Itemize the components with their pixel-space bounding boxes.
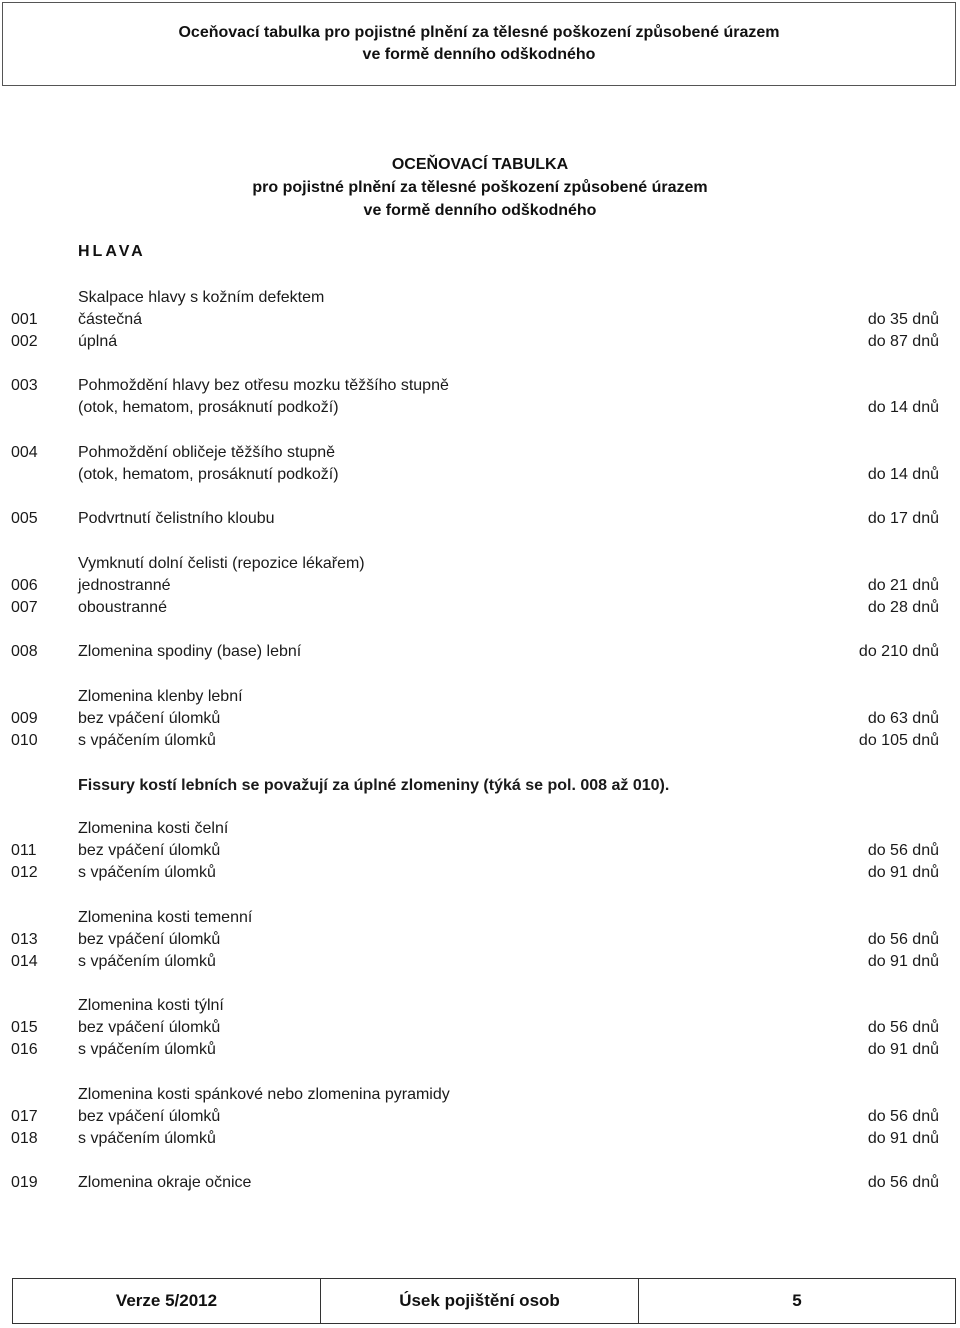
item-description: Pohmoždění obličeje těžšího stupně xyxy=(78,444,336,461)
table-row xyxy=(0,464,960,486)
item-duration: do 91 dnů xyxy=(867,953,939,970)
table-row xyxy=(0,840,960,862)
item-code: 011 xyxy=(11,842,37,859)
item-duration: do 14 dnů xyxy=(867,399,939,416)
title-line-3: ve formě denního odškodného xyxy=(363,202,597,219)
table-row xyxy=(0,818,960,840)
footer-department: Úsek pojištění osob xyxy=(321,1279,639,1323)
item-description: Skalpace hlavy s kožním defektem xyxy=(78,289,325,306)
item-duration: do 56 dnů xyxy=(867,1108,939,1125)
title-line-2: pro pojistné plnění za tělesné poškození způsobené úrazem xyxy=(252,179,708,196)
item-description: úplná xyxy=(78,333,118,350)
table-row xyxy=(0,686,960,708)
item-duration: do 105 dnů xyxy=(858,732,939,749)
item-duration: do 17 dnů xyxy=(867,510,939,527)
item-code: 018 xyxy=(11,1130,38,1147)
item-code: 007 xyxy=(11,599,38,616)
table-row xyxy=(0,1039,960,1061)
document-title xyxy=(0,153,960,222)
item-duration: do 56 dnů xyxy=(867,1174,939,1191)
item-description: Pohmoždění hlavy bez otřesu mozku těžšího stupně xyxy=(78,377,449,394)
table-row xyxy=(0,309,960,331)
item-code: 001 xyxy=(11,311,38,328)
item-duration: do 14 dnů xyxy=(867,466,939,483)
item-code: 010 xyxy=(11,732,38,749)
table-row xyxy=(0,929,960,951)
table-row xyxy=(0,730,960,752)
item-description: s vpáčením úlomků xyxy=(78,1130,216,1147)
item-duration: do 87 dnů xyxy=(867,333,939,350)
table-row xyxy=(0,1084,960,1106)
item-duration: do 91 dnů xyxy=(867,1130,939,1147)
footer-version: Verze 5/2012 xyxy=(13,1279,321,1323)
item-duration: do 35 dnů xyxy=(867,311,939,328)
item-code: 013 xyxy=(11,931,38,948)
title-line-1: OCEŇOVACÍ TABULKA xyxy=(391,156,569,173)
chapter-heading: HLAVA xyxy=(78,243,146,260)
item-description: bez vpáčení úlomků xyxy=(78,710,221,727)
page-header xyxy=(2,2,956,86)
item-description: (otok, hematom, prosáknutí podkoží) xyxy=(78,399,339,416)
table-row xyxy=(0,442,960,464)
header-line-1: Oceňovací tabulka pro pojistné plnění za tělesné poškození způsobené úrazem xyxy=(178,24,780,41)
item-code: 019 xyxy=(11,1174,38,1191)
table-row xyxy=(0,641,960,663)
table-row xyxy=(0,907,960,929)
item-duration: do 28 dnů xyxy=(867,599,939,616)
item-description: Zlomenina klenby lební xyxy=(78,688,243,705)
table-row xyxy=(0,397,960,419)
item-code: 016 xyxy=(11,1041,38,1058)
item-code: 004 xyxy=(11,444,38,461)
item-description: bez vpáčení úlomků xyxy=(78,1019,221,1036)
item-duration: do 56 dnů xyxy=(867,842,939,859)
item-description: (otok, hematom, prosáknutí podkoží) xyxy=(78,466,339,483)
item-code: 017 xyxy=(11,1108,38,1125)
item-description: částečná xyxy=(78,311,143,328)
item-description: s vpáčením úlomků xyxy=(78,1041,216,1058)
table-row xyxy=(0,862,960,884)
item-duration: do 63 dnů xyxy=(867,710,939,727)
item-description: Zlomenina kosti temenní xyxy=(78,909,253,926)
footer-page-number: 5 xyxy=(792,1291,802,1310)
item-description: Zlomenina kosti spánkové nebo zlomenina pyramidy xyxy=(78,1086,450,1103)
table-row xyxy=(0,1172,960,1194)
table-row xyxy=(0,1017,960,1039)
item-description: s vpáčením úlomků xyxy=(78,953,216,970)
table-row xyxy=(0,951,960,973)
table-row xyxy=(0,708,960,730)
table-row xyxy=(0,597,960,619)
item-duration: do 56 dnů xyxy=(867,931,939,948)
table-row xyxy=(0,1128,960,1150)
item-code: 002 xyxy=(11,333,38,350)
table-row xyxy=(0,575,960,597)
item-code: 015 xyxy=(11,1019,38,1036)
item-duration: do 21 dnů xyxy=(867,577,939,594)
item-code: 012 xyxy=(11,864,38,881)
item-description: Vymknutí dolní čelisti (repozice lékařem) xyxy=(78,555,365,572)
item-duration: do 91 dnů xyxy=(867,864,939,881)
item-description: s vpáčením úlomků xyxy=(78,732,216,749)
item-description: s vpáčením úlomků xyxy=(78,864,216,881)
header-line-2: ve formě denního odškodného xyxy=(362,46,596,63)
table-row xyxy=(0,375,960,397)
item-description: Zlomenina okraje očnice xyxy=(78,1174,252,1191)
table-row xyxy=(0,508,960,530)
item-description: bez vpáčení úlomků xyxy=(78,1108,221,1125)
item-description: Zlomenina kosti týlní xyxy=(78,997,224,1014)
table-row xyxy=(0,553,960,575)
item-code: 003 xyxy=(11,377,38,394)
item-description: Zlomenina spodiny (base) lební xyxy=(78,643,302,660)
table-row xyxy=(0,995,960,1017)
table-row xyxy=(0,1106,960,1128)
item-description: jednostranné xyxy=(78,577,171,594)
item-description: bez vpáčení úlomků xyxy=(78,931,221,948)
item-description: bez vpáčení úlomků xyxy=(78,842,221,859)
item-code: 006 xyxy=(11,577,38,594)
item-code: 014 xyxy=(11,953,38,970)
item-description: Podvrtnutí čelistního kloubu xyxy=(78,510,275,527)
item-description: oboustranné xyxy=(78,599,167,616)
item-code: 005 xyxy=(11,510,38,527)
item-code: 009 xyxy=(11,710,38,727)
item-duration: do 91 dnů xyxy=(867,1041,939,1058)
item-duration: do 56 dnů xyxy=(867,1019,939,1036)
table-row xyxy=(0,287,960,309)
item-duration: do 210 dnů xyxy=(858,643,939,660)
fissure-note: Fissury kostí lebních se považují za úplné zlomeniny (týká se pol. 008 až 010). xyxy=(78,777,670,794)
item-code: 008 xyxy=(11,643,38,660)
page-footer xyxy=(12,1278,956,1324)
table-row xyxy=(0,331,960,353)
item-description: Zlomenina kosti čelní xyxy=(78,820,229,837)
